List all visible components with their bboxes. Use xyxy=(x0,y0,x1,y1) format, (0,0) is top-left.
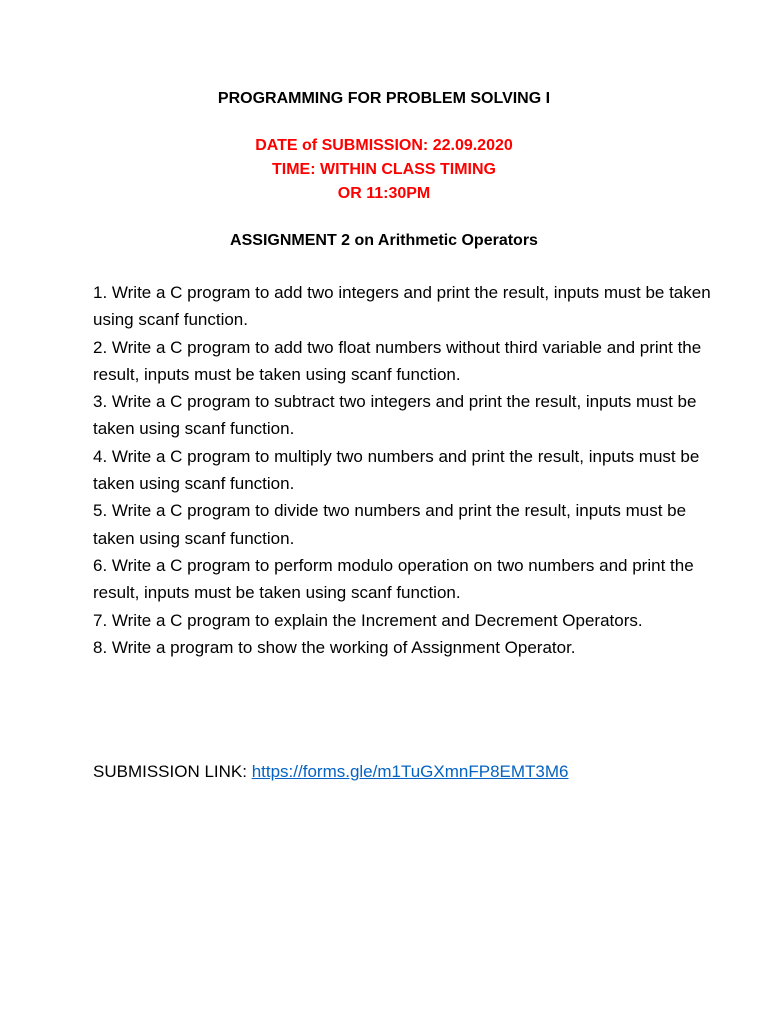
submission-link-line xyxy=(93,762,569,782)
assignment-heading: ASSIGNMENT 2 on Arithmetic Operators xyxy=(230,232,538,249)
question-item: 6. Write a C program to perform modulo operation on two numbers and print the result, inputs must be taken using scanf function. xyxy=(93,555,694,603)
question-item: 4. Write a C program to multiply two numbers and print the result, inputs must be taken using scanf function. xyxy=(93,446,700,494)
question-list xyxy=(93,279,713,661)
submission-time: TIME: WITHIN CLASS TIMING xyxy=(272,161,496,178)
question-item: 5. Write a C program to divide two numbers and print the result, inputs must be taken using scanf function. xyxy=(93,501,687,548)
question-item: 2. Write a C program to add two float numbers without third variable and print the result, inputs must be taken using scanf function. xyxy=(93,337,702,384)
question-item: 8. Write a program to show the working of Assignment Operator. xyxy=(93,637,576,657)
question-item: 7. Write a C program to explain the Increment and Decrement Operators. xyxy=(93,610,643,630)
submission-link-label: SUBMISSION LINK: xyxy=(93,762,252,781)
submission-link[interactable]: https://forms.gle/m1TuGXmnFP8EMT3M6 xyxy=(251,762,569,781)
document-title: PROGRAMMING FOR PROBLEM SOLVING I xyxy=(217,90,551,107)
question-item: 3. Write a C program to subtract two integers and print the result, inputs must be taken using scanf function. xyxy=(93,392,697,439)
submission-time-alternative: OR 11:30PM xyxy=(337,185,431,202)
submission-date: DATE of SUBMISSION: 22.09.2020 xyxy=(255,137,513,154)
question-item: 1. Write a C program to add two integers and print the result, inputs must be taken using scanf function. xyxy=(93,283,711,330)
